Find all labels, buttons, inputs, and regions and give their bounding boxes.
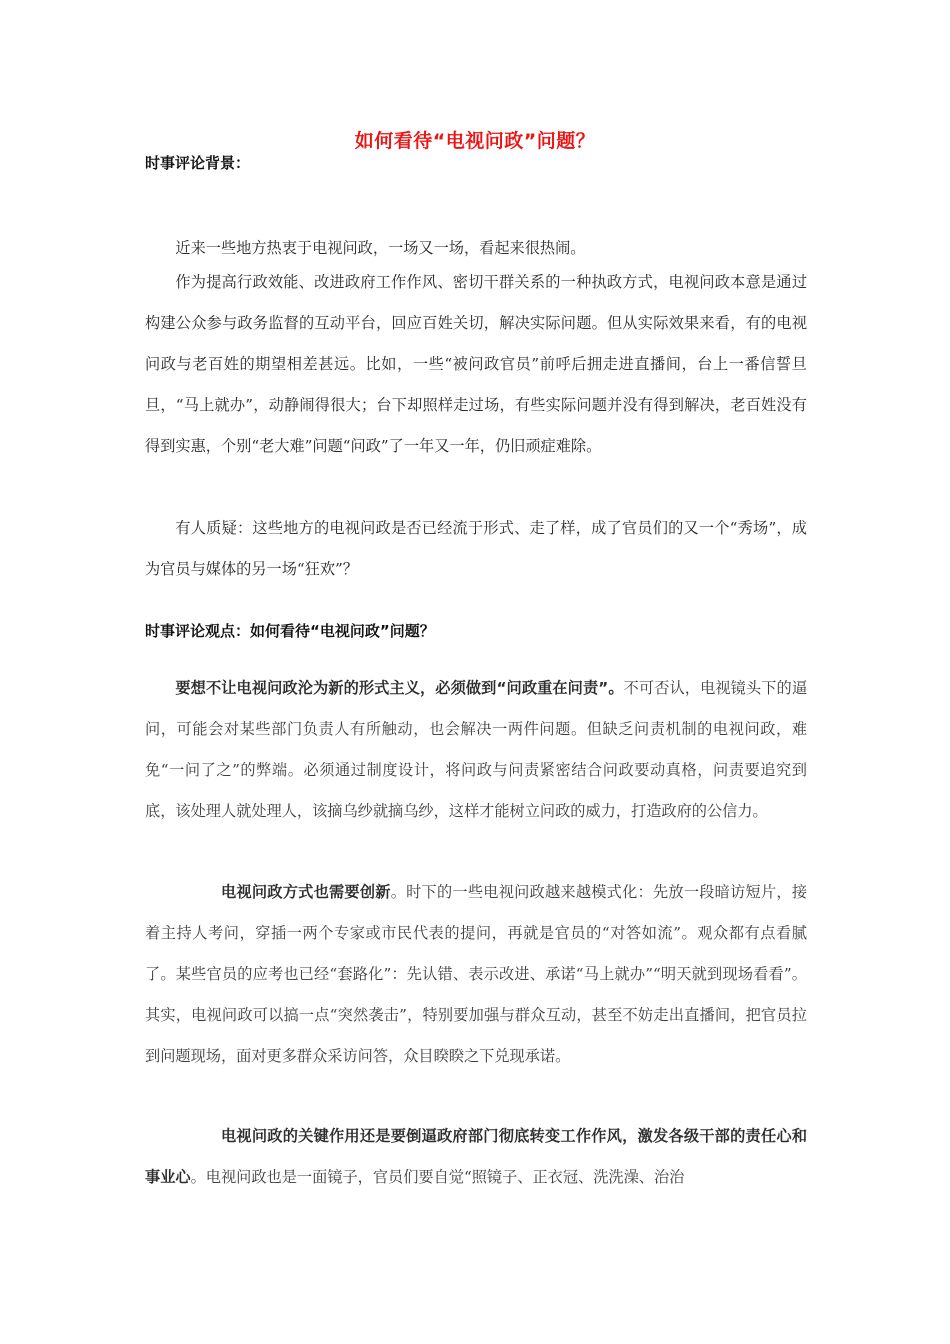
viewpoint-1-lead: 要想不让电视问政沦为新的形式主义，必须做到“问政重在问责”。 xyxy=(175,679,624,697)
background-paragraph-2: 作为提高行政效能、改进政府工作作风、密切干群关系的一种执政方式，电视问政本意是通过构建公众参与政务监督的互动平台，回应百姓关切，解决实际问题。但从实际效果来看，有的电视问政与老百姓的期望相差甚远。比如，一些“被问政官员”前呼后拥走进直播间，台上一番信誓旦旦，“马上就办”，动静闹得很大；台下却照样走过场，有些实际问题并没有得到解决，老百姓没有得到实惠，个别“老大难”问题“问政”了一年又一年，仍旧顽症难除。 xyxy=(145,273,807,455)
viewpoint-2-body: 。时下的一些电视问政越来越模式化：先放一段暗访短片，接着主持人考问，穿插一两个专家或市民代表的提问，再就是官员的“对答如流”。观众都有点看腻了。某些官员的应考也已经“套路化”：先认错、表示改进、承诺“马上就办”“明天就到现场看看”。其实，电视问政可以搞一点“突然袭击”，特别要加强与群众互动，甚至不妨走出直播间，把官员拉到问题现场，面对更多群众采访问答，众目睽睽之下兑现承诺。 xyxy=(145,883,808,1065)
viewpoint-3-lead: 电视问政的关键作用还是要倒逼政府部门彻底转变工作作风，激发各级干部的责任心和事业心 xyxy=(145,1127,807,1186)
viewpoint-1-body: 不可否认，电视镜头下的逼问，可能会对某些部门负责人有所触动，也会解决一两件问题。但缺乏问责机制的电视问政，难免“一问了之”的弊端。必须通过制度设计，将问政与问责紧密结合问政要动真格，问责要追究到底，该处理人就处理人，该摘乌纱就摘乌纱，这样才能树立问政的威力，打造政府的公信力。 xyxy=(145,679,808,820)
background-heading: 时事评论背景： xyxy=(145,154,251,172)
viewpoint-paragraph-3 xyxy=(145,1116,807,1198)
viewpoint-paragraph-2 xyxy=(145,872,807,1077)
background-paragraph-1: 近来一些地方热衷于电视问政，一场又一场，看起来很热闹。 xyxy=(175,239,586,257)
viewpoint-paragraph-1 xyxy=(145,668,807,832)
background-paragraph-3: 有人质疑：这些地方的电视问政是否已经流于形式、走了样，成了官员们的又一个“秀场”，成为官员与媒体的另一场“狂欢”？ xyxy=(145,519,807,578)
document-title: 如何看待“电视问政”问题？ xyxy=(354,130,596,152)
viewpoint-2-lead: 电视问政方式也需要创新 xyxy=(221,883,391,901)
viewpoint-3-body: 。电视问政也是一面镜子，官员们要自觉“照镜子、正衣冠、洗洗澡、治治 xyxy=(190,1168,685,1186)
viewpoint-heading: 时事评论观点：如何看待“电视问政”问题？ xyxy=(145,622,435,640)
